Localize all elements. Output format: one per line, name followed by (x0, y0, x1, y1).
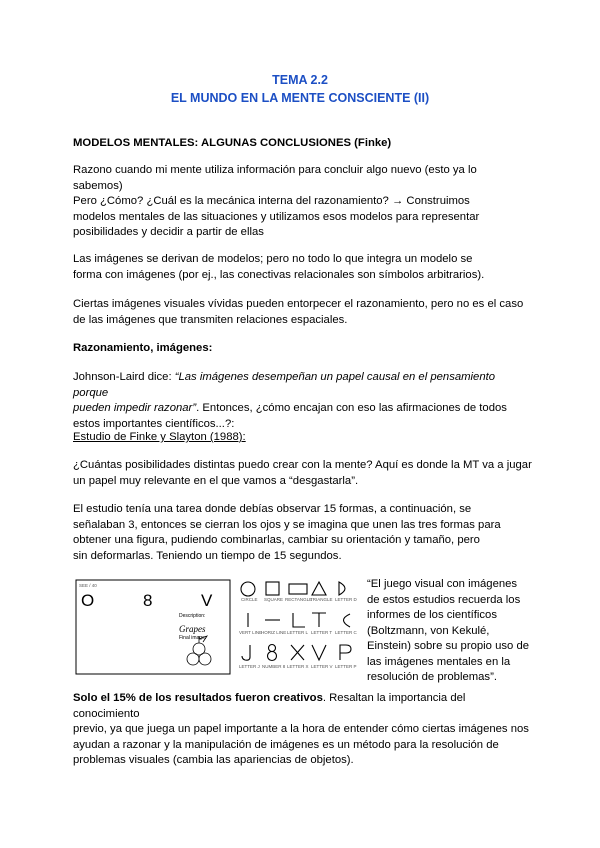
study-heading: Estudio de Finke y Slayton (1988): (73, 431, 246, 443)
svg-text:NUMBER 8: NUMBER 8 (262, 664, 286, 669)
svg-text:LETTER X: LETTER X (287, 664, 309, 669)
shape-circle (241, 582, 255, 596)
panel-description-label: Description: (179, 613, 206, 619)
scientists-quote: “El juego visual con imágenes de estos estudios recuerda los informes de los científicos (Boltzmann, von Kekulé, Einstein) sobre su propio uso de las imágenes mentales en la resolución de problemas”. (367, 578, 530, 683)
shape-triangle (312, 582, 326, 595)
shapes-grid (241, 582, 351, 661)
panel-code: SEE / 40 (79, 583, 97, 588)
paragraph-possibilities: ¿Cuántas posibilidades distintas puedo crear con la mente? Aquí es donde la MT va a jugar un papel muy relevante en el que vamos a “desgastarla”. (73, 459, 532, 487)
topic-title: EL MUNDO EN LA MENTE CONSCIENTE (II) (170, 91, 430, 105)
svg-text:LETTER T: LETTER T (311, 630, 333, 635)
panel-final-label: Final image: (179, 635, 207, 641)
shape-rectangle (289, 584, 307, 594)
svg-text:RECTANGLE: RECTANGLE (285, 597, 313, 602)
svg-text:HORIZ LINE: HORIZ LINE (261, 630, 287, 635)
svg-text:LETTER J: LETTER J (239, 664, 260, 669)
shape-letter-j (242, 645, 250, 660)
shape-number-8 (268, 645, 277, 661)
topic-number: TEMA 2.2 (272, 73, 328, 87)
shape-letter-c (344, 614, 351, 627)
paragraph-study-task: El estudio tenía una tarea donde debías observar 15 formas, a continuación, se señalaban 3, entonces se cierran los ojos y se imagina que unen las tres formas para obtener una figura, pudiendo combinarlas, cambiar su orientación y tamaño, pero sin deformarlas. Teniendo un tiempo de 15 segundos. (73, 503, 501, 562)
section-heading-mental-models: MODELOS MENTALES: ALGUNAS CONCLUSIONES (Finke) (73, 137, 392, 149)
svg-text:LETTER C: LETTER C (335, 630, 357, 635)
shape-letter-l (293, 613, 305, 627)
svg-text:LETTER L: LETTER L (287, 630, 309, 635)
panel-symbol-o: O (81, 591, 95, 610)
paragraph-images-models: Las imágenes se derivan de modelos; pero no todo lo que integra un modelo se forma con imágenes (por ej., las conectivas relacionales son símbolos arbitrarios). (73, 253, 485, 281)
paragraph-conclusion: Solo el 15% de los resultados fueron creativos. Resaltan la importancia del conocimiento previo, ya que juega un papel importante a la hora de entender cómo ciertas imágenes nos ayudan a razonar y la manipulación de imágenes es un método para la resolución de problemas visuales (cambia las apariencias de objetos). (73, 692, 529, 766)
svg-text:VERT LINE: VERT LINE (239, 630, 263, 635)
svg-text:TRIANGLE: TRIANGLE (310, 597, 333, 602)
shape-letter-d (339, 582, 345, 595)
svg-text:SQUARE: SQUARE (264, 597, 284, 602)
paragraph-reasoning: Razono cuando mi mente utiliza información para concluir algo nuevo (esto ya lo sabemos) Pero ¿Cómo? ¿Cuál es la mecánica interna del razonamiento? → Construimos modelos mentales de las situaciones y utilizamos esos modelos para representar posibilidades y decidir a partir de ellas (73, 164, 480, 238)
panel-symbol-v: V (201, 591, 213, 610)
panel-symbol-8: 8 (143, 591, 153, 610)
shape-letter-v (312, 645, 326, 660)
paragraph-vivid-images: Ciertas imágenes visuales vívidas pueden entorpecer el razonamiento, pero no es el caso de las imágenes que transmiten relaciones espaciales. (73, 298, 524, 326)
paragraph-johnson-laird: Johnson-Laird dice: “Las imágenes desempeñan un papel causal en el pensamiento porque pueden impedir razonar”. Entonces, ¿cómo encajan con eso las afirmaciones de todos estos importantes científicos...?: (73, 371, 507, 430)
shape-letter-x (291, 645, 304, 660)
shape-square (266, 582, 279, 595)
shape-letter-p (340, 645, 351, 660)
finke-slayton-figure (75, 579, 361, 675)
svg-text:CIRCLE: CIRCLE (241, 597, 258, 602)
svg-text:LETTER D: LETTER D (335, 597, 357, 602)
panel-description-value: Grapes (179, 624, 206, 634)
section-heading-reasoning: Razonamiento, imágenes: (73, 342, 213, 354)
svg-text:LETTER P: LETTER P (335, 664, 357, 669)
shape-letter-t (312, 613, 326, 627)
svg-text:LETTER V: LETTER V (311, 664, 333, 669)
